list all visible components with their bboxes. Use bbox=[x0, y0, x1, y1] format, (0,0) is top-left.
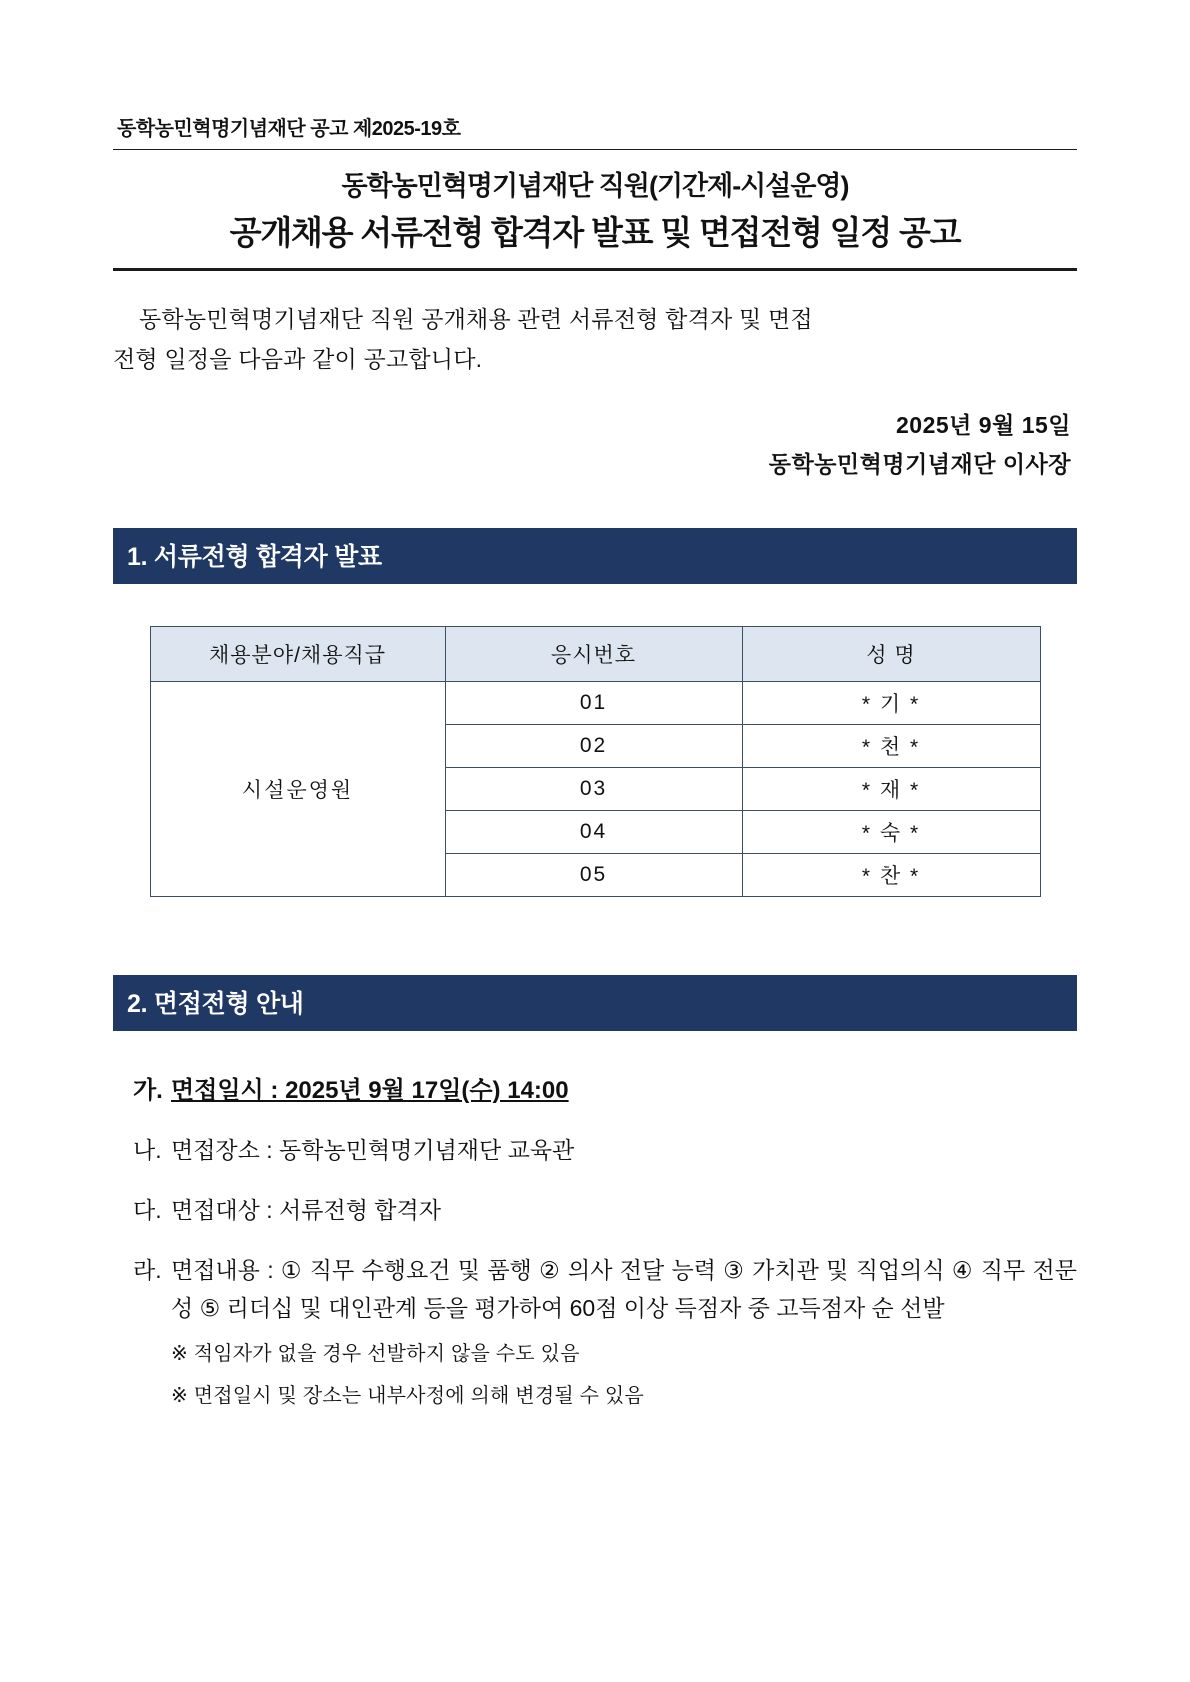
section-heading-1: 1. 서류전형 합격자 발표 bbox=[113, 528, 1077, 584]
list-item-interview-content bbox=[133, 1252, 1077, 1412]
applicant-number: 02 bbox=[445, 724, 742, 767]
column-header-name: 성 명 bbox=[742, 626, 1040, 681]
list-item-interview-location bbox=[133, 1132, 1077, 1170]
section-heading-2: 2. 면접전형 안내 bbox=[113, 975, 1077, 1031]
document-number: 동학농민혁명기념재단 공고 제2025-19호 bbox=[117, 118, 461, 140]
header-divider-top bbox=[113, 149, 1077, 150]
item-marker: 라. bbox=[133, 1257, 162, 1284]
table-header-row bbox=[150, 626, 1040, 681]
item-text: 면접내용 : ① 직무 수행요건 및 품행 ② 의사 전달 능력 ③ 가치관 및 직업의식 ④ 직무 전문성 ⑤ 리더십 및 대인관계 등을 평가하여 60점 이상 득점자 중 고득점자 순 선발 bbox=[171, 1257, 1077, 1322]
list-item-interview-target bbox=[133, 1192, 1077, 1230]
list-item-interview-datetime bbox=[133, 1071, 1077, 1111]
signature-name: 동학농민혁명기념재단 이사장 bbox=[768, 450, 1071, 477]
note-schedule-change: ※ 면접일시 및 장소는 내부사정에 의해 변경될 수 있음 bbox=[171, 1385, 644, 1408]
field-label-cell: 시설운영원 bbox=[150, 681, 445, 896]
interview-info-list bbox=[113, 1071, 1077, 1412]
document-title-block bbox=[113, 164, 1077, 254]
applicant-name: * 찬 * bbox=[742, 853, 1040, 896]
table-row bbox=[150, 681, 1040, 724]
applicant-number: 01 bbox=[445, 681, 742, 724]
intro-paragraph bbox=[113, 299, 1077, 380]
intro-line-2: 전형 일정을 다음과 같이 공고합니다. bbox=[113, 346, 483, 373]
applicant-name: * 천 * bbox=[742, 724, 1040, 767]
applicant-number: 05 bbox=[445, 853, 742, 896]
title-line-2: 공개채용 서류전형 합격자 발표 및 면접전형 일정 공고 bbox=[229, 214, 961, 251]
note-no-suitable-candidate: ※ 적임자가 없을 경우 선발하지 않을 수도 있음 bbox=[171, 1343, 580, 1366]
successful-applicants-table bbox=[150, 626, 1041, 897]
header-divider-bottom bbox=[113, 268, 1077, 271]
column-header-field: 채용분야/채용직급 bbox=[150, 626, 445, 681]
applicant-number: 03 bbox=[445, 767, 742, 810]
signature-block bbox=[113, 406, 1077, 484]
item-marker: 다. bbox=[133, 1197, 162, 1224]
item-text: 면접일시 : 2025년 9월 17일(수) 14:00 bbox=[171, 1076, 569, 1104]
column-header-number: 응시번호 bbox=[445, 626, 742, 681]
item-text: 면접장소 : 동학농민혁명기념재단 교육관 bbox=[171, 1137, 575, 1164]
intro-line-1: 동학농민혁명기념재단 직원 공개채용 관련 서류전형 합격자 및 면접 bbox=[139, 306, 813, 332]
title-line-1: 동학농민혁명기념재단 직원(기간제-시설운영) bbox=[341, 171, 849, 201]
applicant-name: * 재 * bbox=[742, 767, 1040, 810]
applicant-name: * 숙 * bbox=[742, 810, 1040, 853]
item-marker: 가. bbox=[133, 1076, 163, 1104]
item-text: 면접대상 : 서류전형 합격자 bbox=[171, 1197, 441, 1224]
applicant-name: * 기 * bbox=[742, 681, 1040, 724]
signature-date: 2025년 9월 15일 bbox=[896, 411, 1071, 438]
item-marker: 나. bbox=[133, 1137, 162, 1164]
applicant-number: 04 bbox=[445, 810, 742, 853]
